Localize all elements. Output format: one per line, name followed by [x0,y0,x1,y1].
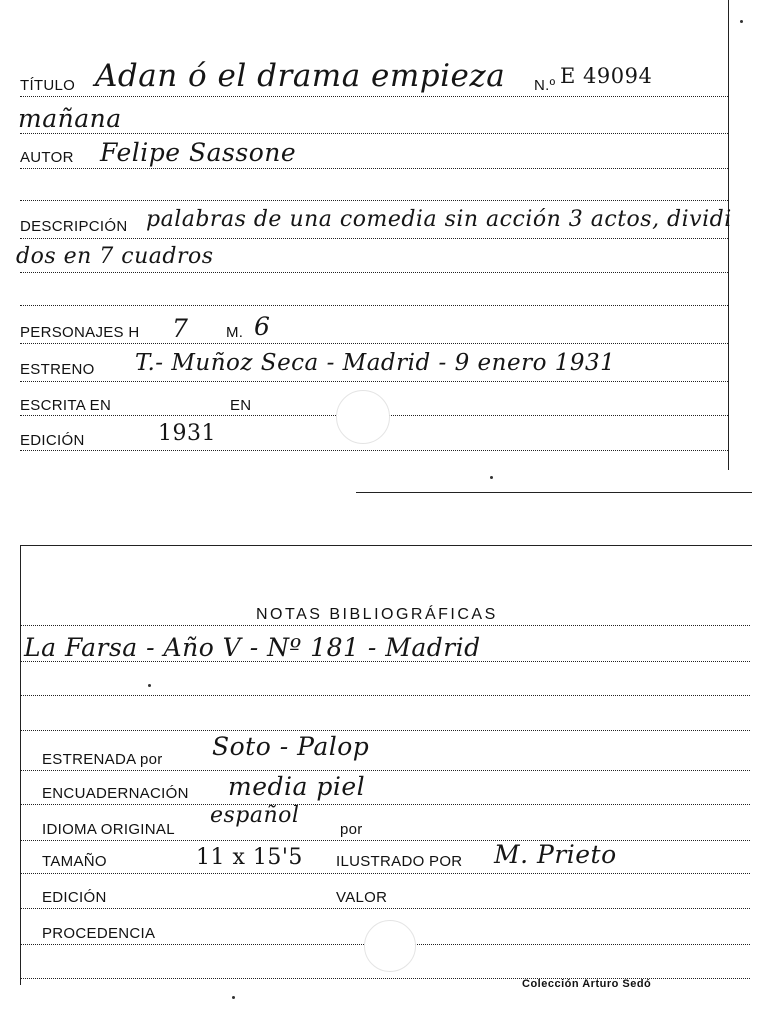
card-right-border [728,0,729,470]
estrenada-value: Soto - Palop [212,732,370,761]
edicion-label: EDICIÓN [20,432,85,449]
estreno-label: ESTRENO [20,361,95,378]
titulo-value: Adan ó el drama empieza [95,58,506,94]
autor-label: AUTOR [20,149,74,166]
descripcion-line-2 [20,272,728,273]
card-left-border [20,545,21,985]
personajes-line [20,343,728,344]
descripcion-line [20,238,728,239]
encuadernacion-value: media piel [228,772,366,801]
titulo-line-2 [20,133,728,134]
procedencia-label: PROCEDENCIA [42,925,156,942]
edicion-line [20,450,728,451]
notas-line-4 [20,730,750,731]
titulo-value-cont: mañana [18,104,122,133]
idioma-label: IDIOMA ORIGINAL [42,821,175,838]
edicion-line [20,908,750,909]
edicion-label: EDICIÓN [42,889,107,906]
encuadernacion-line [20,804,750,805]
estreno-value: T.- Muñoz Seca - Madrid - 9 enero 1931 [135,350,616,376]
blank-line-1 [20,200,728,201]
catalog-card-top [0,0,759,500]
titulo-line [20,96,728,97]
punch-hole [364,920,416,972]
estrenada-line [20,770,750,771]
card-top-edge [20,545,752,546]
ilustrado-value: M. Prieto [494,840,617,869]
tamano-line [20,873,750,874]
edicion-value: 1931 [158,421,216,446]
estreno-line [20,381,728,382]
blank-line-2 [20,305,728,306]
estrenada-label: ESTRENADA por [42,751,163,768]
descripcion-label: DESCRIPCIÓN [20,218,128,235]
notas-line-2 [20,661,750,662]
titulo-label: TÍTULO [20,77,76,94]
collection-credit: Colección Arturo Sedó [522,978,652,990]
personajes-label: PERSONAJES H [20,324,140,341]
catalog-card-bottom [0,540,759,1028]
notas-heading: NOTAS BIBLIOGRÁFICAS [256,606,498,623]
personajes-m-label: M. [226,324,244,341]
notas-line-1 [20,625,750,626]
tamano-value: 11 x 15'5 [196,845,303,870]
autor-value: Felipe Sassone [100,138,297,167]
speck [232,996,235,999]
speck [490,476,493,479]
escrita-label: ESCRITA EN [20,397,112,414]
notas-line-3 [20,695,750,696]
speck [740,20,743,23]
card-bottom-edge [356,492,752,493]
personajes-m-value: 6 [254,312,271,341]
autor-line [20,168,728,169]
notas-value: La Farsa - Año V - Nº 181 - Madrid [24,633,481,662]
speck [148,684,151,687]
idioma-line [20,840,750,841]
personajes-h-value: 7 [172,314,189,343]
descripcion-value: palabras de una comedia sin acción 3 actos, dividi [146,207,732,232]
idioma-value: español [210,803,300,828]
ilustrado-label: ILUSTRADO POR [336,853,463,870]
punch-hole [336,390,390,444]
descripcion-value-cont: dos en 7 cuadros [16,244,214,269]
por-label: por [340,821,363,838]
encuadernacion-label: ENCUADERNACIÓN [42,785,189,802]
en-label: EN [230,397,252,414]
numero-value: E 49094 [560,64,653,88]
tamano-label: TAMAÑO [42,853,107,870]
numero-label: N.º [534,77,556,94]
valor-label: VALOR [336,889,388,906]
